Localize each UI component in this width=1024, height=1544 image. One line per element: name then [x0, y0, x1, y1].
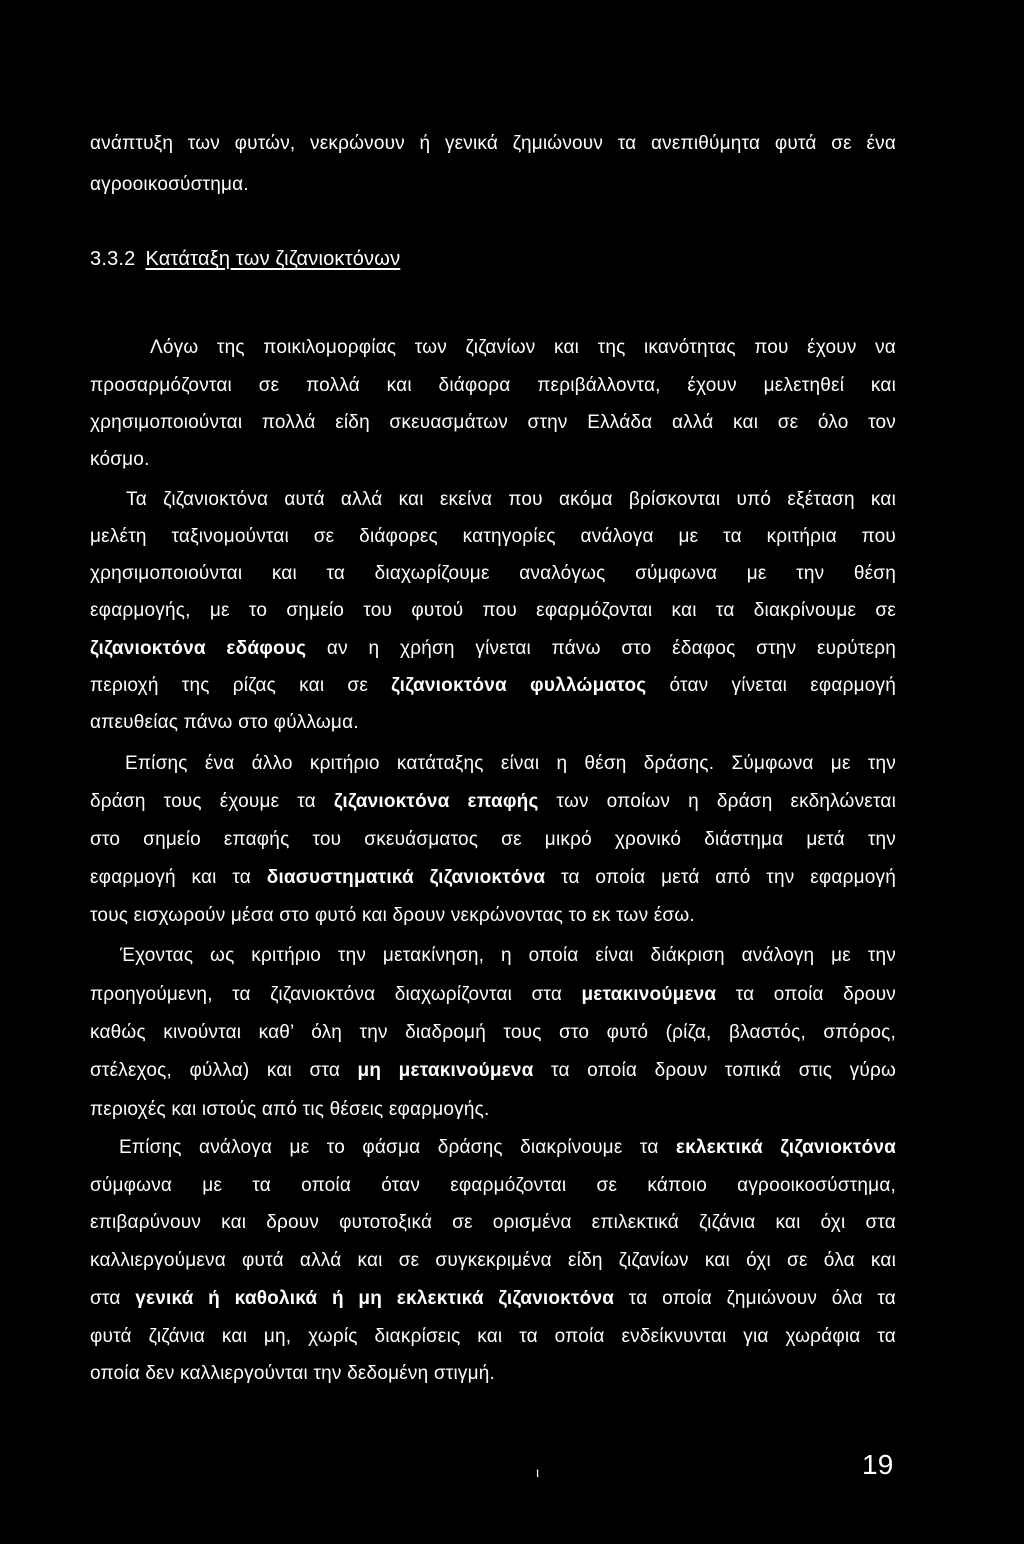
paragraph-5-line-1: Επίσης ανάλογα με το φάσμα δράσης διακρίνουμε τα εκλεκτικά ζιζανιοκτόνα — [119, 1137, 896, 1158]
paragraph-2-line-4: εφαρμογής, με το σημείο του φυτού που εφαρμόζονται και τα διακρίνουμε σε — [90, 600, 896, 621]
term-systemic-herbicides: διασυστηματικά ζιζανιοκτόνα — [266, 867, 546, 888]
paragraph-5-line-4: καλλιεργούμενα φυτά αλλά και σε συγκεκριμένα είδη ζιζανίων και όχι σε όλα και — [90, 1250, 896, 1271]
term-non-translocated: μη μετακινούμενα — [357, 1060, 534, 1081]
paragraph-1-line-2: προσαρμόζονται σε πολλά και διάφορα περιβάλλοντα, έχουν μελετηθεί και — [90, 375, 896, 396]
paragraph-3-line-4: εφαρμογή και τα διασυστηματικά ζιζανιοκτόνα τα οποία μετά από την εφαρμογή — [90, 867, 896, 888]
intro-line-2: αγροοικοσύστημα. — [90, 174, 249, 195]
footer-mark: ι — [536, 1464, 540, 1480]
paragraph-5-line-3: επιβαρύνουν και δρουν φυτοτοξικά σε ορισμένα επιλεκτικά ζιζάνια και όχι στα — [90, 1212, 896, 1233]
paragraph-3-line-1: Επίσης ένα άλλο κριτήριο κατάταξης είναι η θέση δράσης. Σύμφωνα με την — [125, 753, 896, 774]
section-heading — [90, 246, 400, 272]
term-contact-herbicides: ζιζανιοκτόνα επαφής — [333, 791, 539, 812]
paragraph-2-line-6: περιοχή της ρίζας και σε ζιζανιοκτόνα φυλλώματος όταν γίνεται εφαρμογή — [90, 675, 896, 696]
paragraph-4-line-2: προηγούμενη, τα ζιζανιοκτόνα διαχωρίζονται στα μετακινούμενα τα οποία δρουν — [90, 984, 896, 1005]
term-foliar-herbicides: ζιζανιοκτόνα φυλλώματος — [391, 675, 647, 696]
page-number: 19 — [862, 1449, 894, 1480]
term-non-selective-herbicides: γενικά ή καθολικά ή μη εκλεκτικά ζιζανιοκτόνα — [135, 1288, 615, 1309]
paragraph-5-line-6: φυτά ζιζάνια και μη, χωρίς διακρίσεις και τα οποία ενδείκνυνται για χωράφια τα — [90, 1326, 896, 1347]
paragraph-3-line-5: τους εισχωρούν μέσα στο φυτό και δρουν νεκρώνοντας το εκ των έσω. — [90, 905, 695, 926]
term-translocated: μετακινούμενα — [581, 984, 717, 1005]
paragraph-5-line-2: σύμφωνα με τα οποία όταν εφαρμόζονται σε κάποιο αγροοικοσύστημα, — [90, 1175, 896, 1196]
paragraph-1-line-3: χρησιμοποιούνται πολλά είδη σκευασμάτων στην Ελλάδα αλλά και σε όλο τον — [90, 412, 896, 433]
term-selective-herbicides: εκλεκτικά ζιζανιοκτόνα — [675, 1137, 896, 1158]
paragraph-1-line-1: Λόγω της ποικιλομορφίας των ζιζανίων και της ικανότητας που έχουν να — [150, 337, 896, 358]
paragraph-4-line-1: Έχοντας ως κριτήριο την μετακίνηση, η οποία είναι διάκριση ανάλογη με την — [120, 945, 896, 966]
paragraph-2-line-3: χρησιμοποιούνται και τα διαχωρίζουμε αναλόγως σύμφωνα με την θέση — [90, 563, 896, 584]
paragraph-2-line-1: Τα ζιζανιοκτόνα αυτά αλλά και εκείνα που ακόμα βρίσκονται υπό εξέταση και — [126, 489, 896, 510]
paragraph-2-line-7: απευθείας πάνω στο φύλλωμα. — [90, 712, 359, 733]
section-title: Κατάταξη των ζιζανιοκτόνων — [145, 248, 401, 270]
term-soil-herbicides: ζιζανιοκτόνα εδάφους — [90, 638, 307, 659]
paragraph-5-line-5: στα γενικά ή καθολικά ή μη εκλεκτικά ζιζανιοκτόνα τα οποία ζημιώνουν όλα τα — [90, 1288, 896, 1309]
paragraph-3-line-2: δράση τους έχουμε τα ζιζανιοκτόνα επαφής των οποίων η δράση εκδηλώνεται — [90, 791, 897, 812]
paragraph-4-line-3: καθώς κινούνται καθ’ όλη την διαδρομή τους στο φυτό (ρίζα, βλαστός, σπόρος, — [90, 1022, 896, 1043]
paragraph-2-line-5: ζιζανιοκτόνα εδάφους αν η χρήση γίνεται πάνω στο έδαφος στην ευρύτερη — [90, 638, 897, 659]
paragraph-1-line-4: κόσμο. — [90, 449, 150, 470]
paragraph-5-line-7: οποία δεν καλλιεργούνται την δεδομένη στιγμή. — [90, 1363, 495, 1384]
paragraph-2-line-2: μελέτη ταξινομούνται σε διάφορες κατηγορίες ανάλογα με τα κριτήρια που — [90, 526, 896, 547]
paragraph-4-line-5: περιοχές και ιστούς από τις θέσεις εφαρμογής. — [90, 1099, 490, 1120]
paragraph-3-line-3: στο σημείο επαφής του σκευάσματος σε μικρό χρονικό διάστημα μετά την — [90, 829, 896, 850]
section-number: 3.3.2 — [90, 248, 136, 270]
paragraph-4-line-4: στέλεχος, φύλλα) και στα μη μετακινούμενα τα οποία δρουν τοπικά στις γύρω — [90, 1060, 896, 1081]
intro-line-1: ανάπτυξη των φυτών, νεκρώνουν ή γενικά ζημιώνουν τα ανεπιθύμητα φυτά σε ένα — [90, 133, 896, 154]
